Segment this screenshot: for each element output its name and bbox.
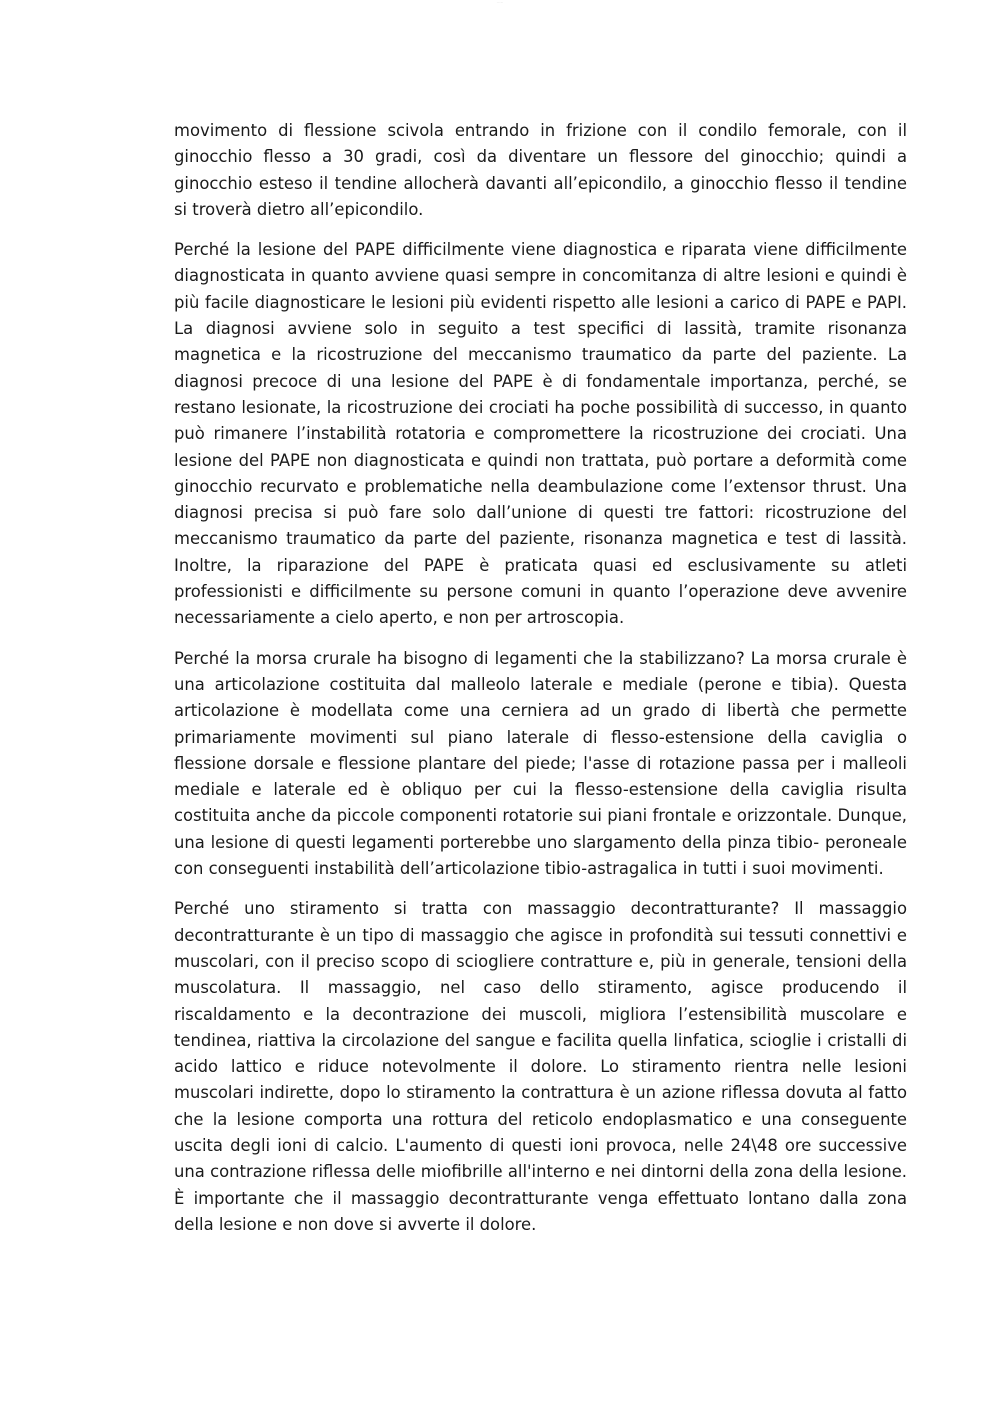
paragraph-morsa-crurale: Perché la morsa crurale ha bisogno di legamenti che la stabilizzano? La morsa crurale è una articolazione costituita dal malleolo laterale e mediale (perone e tibia). Questa articolazione è modellata come una cerniera ad un grado di libertà che permette primariamente movimenti sul piano laterale di flesso-estensione della caviglia o flessione dorsale e flessione plantare del piede; l'asse di rotazione passa per i malleoli mediale e laterale ed è obliquo per cui la flesso-estensione della caviglia risulta costituita anche da piccole componenti rotatorie sui piani frontale e orizzontale. Dunque, una lesione di questi legamenti porterebbe uno slargamento della pinza tibio- peroneale con conseguenti instabilità dell’articolazione tibio-astragalica in tutti i suoi movimenti. xyxy=(174,648,907,879)
paragraph-epicondilo: movimento di flessione scivola entrando in frizione con il condilo femorale, con il ginocchio flesso a 30 gradi, così da diventare un flessore del ginocchio; quindi a ginocchio esteso il tendine allocherà davanti all’epicondilo, a ginocchio flesso il tendine si troverà dietro all’epicondilo. xyxy=(174,121,907,219)
document-body xyxy=(174,118,907,1252)
paragraph-stiramento: Perché uno stiramento si tratta con massaggio decontratturante? Il massaggio decontratturante è un tipo di massaggio che agisce in profondità sui tessuti connettivi e muscolari, con il preciso scopo di sciogliere contratture e, più in generale, tensioni della muscolatura. Il massaggio, nel caso dello stiramento, agisce producendo il riscaldamento e la decontrazione dei muscoli, migliora l’estensibilità muscolare e tendinea, riattiva la circolazione del sangue e facilita quella linfatica, scioglie i cristalli di acido lattico e riduce notevolmente il dolore. Lo stiramento rientra nelle lesioni muscolari indirette, dopo lo stiramento la contrattura è un azione riflessa dovuta al fatto che la lesione comporta una rottura del reticolo endoplasmatico e una conseguente uscita degli ioni di calcio. L'aumento di questi ioni provoca, nelle 24\48 ore successive una contrazione riflessa delle miofibrille all'interno e nei dintorni della zona della lesione. È importante che il massaggio decontratturante venga effettuato lontano dalla zona della lesione e non dove si avverte il dolore. xyxy=(174,899,907,1234)
paragraph-lesione-pape: Perché la lesione del PAPE difficilmente viene diagnostica e riparata viene difficilmente diagnosticata in quanto avviene quasi sempre in concomitanza di altre lesioni e quindi è più facile diagnosticare le lesioni più evidenti rispetto alle lesioni a carico di PAPE e PAPI. La diagnosi avviene solo in seguito a test specifici di lassità, tramite risonanza magnetica e la ricostruzione del meccanismo traumatico da parte del paziente. La diagnosi precoce di una lesione del PAPE è di fondamentale importanza, perché, se restano lesionate, la ricostruzione dei crociati ha poche possibilità di successo, in quanto può rimanere l’instabilità rotatoria e compromettere la ricostruzione dei crociati. Una lesione del PAPE non diagnosticata e quindi non trattata, può portare a deformità come ginocchio recurvato e problematiche nella deambulazione come l’extensor thrust. Una diagnosi precisa si può fare solo dall’unione di questi tre fattori: ricostruzione del meccanismo traumatico da parte del paziente, risonanza magnetica e test di lassità. Inoltre, la riparazione del PAPE è praticata quasi ed esclusivamente su atleti professionisti e difficilmente su persone comuni in quanto l’operazione deve avvenire necessariamente a cielo aperto, e non per artroscopia. xyxy=(174,240,907,628)
page-header-mark: ··· ··· xyxy=(496,0,504,4)
